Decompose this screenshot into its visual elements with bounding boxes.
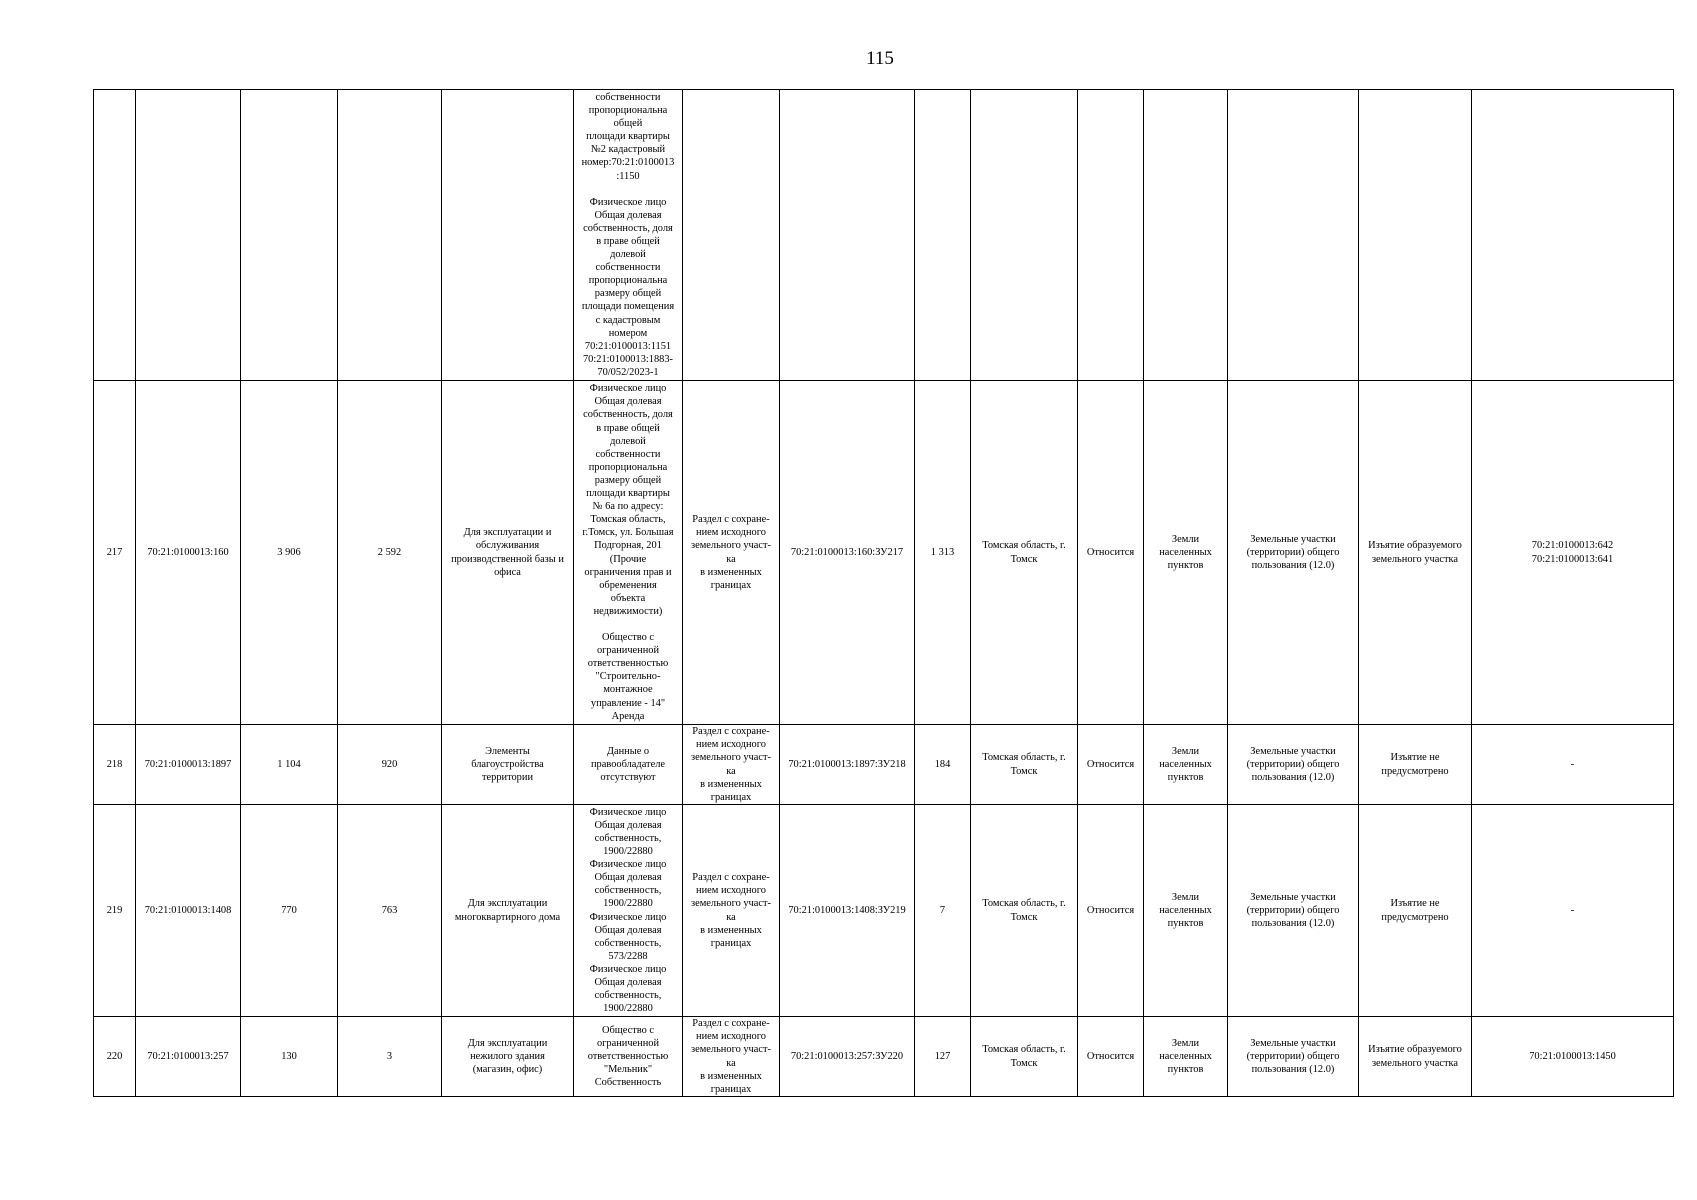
permitted-use-cell: Земельные участки (территории) общего пользования (12.0) xyxy=(1228,725,1359,805)
address-cell: Томская область, г. Томск xyxy=(971,381,1078,725)
relation-cell xyxy=(1078,90,1144,381)
rights-holder-cell: Общество с ограниченной ответственностью "Мельник" Собственность xyxy=(574,1017,683,1097)
part-area-cell: 763 xyxy=(338,805,442,1017)
usage-cell: Для эксплуатации и обслуживания производственной базы и офиса xyxy=(442,381,574,725)
permitted-use-cell xyxy=(1228,90,1359,381)
cadastral-number-cell: 70:21:0100013:160 xyxy=(136,381,241,725)
table-row xyxy=(94,1017,1674,1097)
land-category-cell: Земли населенных пунктов xyxy=(1144,725,1228,805)
new-plot-number-cell xyxy=(780,90,915,381)
total-area-cell xyxy=(241,90,338,381)
part-area-cell: 2 592 xyxy=(338,381,442,725)
new-plot-area-cell: 1 313 xyxy=(915,381,971,725)
rights-holder-cell: Данные о правообладателе отсутствуют xyxy=(574,725,683,805)
usage-cell: Элементы благоустройства территории xyxy=(442,725,574,805)
total-area-cell: 3 906 xyxy=(241,381,338,725)
formation-method-cell: Раздел с сохране- нием исходного земельного участ- ка в измененных границах xyxy=(683,1017,780,1097)
address-cell: Томская область, г. Томск xyxy=(971,725,1078,805)
seizure-cell: Изъятие не предусмотрено xyxy=(1359,805,1472,1017)
new-plot-number-cell: 70:21:0100013:160:ЗУ217 xyxy=(780,381,915,725)
formation-method-cell: Раздел с сохране- нием исходного земельного участ- ка в измененных границах xyxy=(683,381,780,725)
land-category-cell: Земли населенных пунктов xyxy=(1144,805,1228,1017)
relation-cell: Относится xyxy=(1078,1017,1144,1097)
table-row xyxy=(94,381,1674,725)
cadastral-number-cell xyxy=(136,90,241,381)
related-objects-cell: - xyxy=(1472,725,1674,805)
cadastral-number-cell: 70:21:0100013:1408 xyxy=(136,805,241,1017)
page-number: 115 xyxy=(866,48,894,69)
row-number-cell xyxy=(94,90,136,381)
new-plot-area-cell: 7 xyxy=(915,805,971,1017)
table-row xyxy=(94,805,1674,1017)
row-number-cell: 218 xyxy=(94,725,136,805)
part-area-cell: 3 xyxy=(338,1017,442,1097)
relation-cell: Относится xyxy=(1078,805,1144,1017)
new-plot-number-cell: 70:21:0100013:1408:ЗУ219 xyxy=(780,805,915,1017)
rights-holder-cell: собственности пропорциональна общей площади квартиры №2 кадастровый номер:70:21:0100013 :1150 Физическое лицо Общая долевая собственность, доля в праве общей долевой собственности пропорциональна размеру общей площади помещения с кадастровым номером 70:21:0100013:1151 70:21:0100013:1883- 70/052/2023-1 xyxy=(574,90,683,381)
total-area-cell: 770 xyxy=(241,805,338,1017)
permitted-use-cell: Земельные участки (территории) общего пользования (12.0) xyxy=(1228,805,1359,1017)
part-area-cell: 920 xyxy=(338,725,442,805)
row-number-cell: 220 xyxy=(94,1017,136,1097)
formation-method-cell: Раздел с сохране- нием исходного земельного участ- ка в измененных границах xyxy=(683,725,780,805)
usage-cell: Для эксплуатации многоквартирного дома xyxy=(442,805,574,1017)
formation-method-cell: Раздел с сохране- нием исходного земельного участ- ка в измененных границах xyxy=(683,805,780,1017)
permitted-use-cell: Земельные участки (территории) общего пользования (12.0) xyxy=(1228,381,1359,725)
seizure-cell xyxy=(1359,90,1472,381)
total-area-cell: 130 xyxy=(241,1017,338,1097)
new-plot-area-cell xyxy=(915,90,971,381)
total-area-cell: 1 104 xyxy=(241,725,338,805)
seizure-cell: Изъятие образуемого земельного участка xyxy=(1359,1017,1472,1097)
rights-holder-cell: Физическое лицо Общая долевая собственность, 1900/22880 Физическое лицо Общая долевая собственность, 1900/22880 Физическое лицо Общая долевая собственность, 573/2288 Физическое лицо Общая долевая собственность, 1900/22880 xyxy=(574,805,683,1017)
land-plots-table xyxy=(93,89,1674,1097)
land-category-cell: Земли населенных пунктов xyxy=(1144,1017,1228,1097)
rights-holder-cell: Физическое лицо Общая долевая собственность, доля в праве общей долевой собственности пропорциональна размеру общей площади квартиры № 6а по адресу: Томская область, г.Томск, ул. Большая Подгорная, 201 (Прочие ограничения прав и обременения объекта недвижимости) Общество с ограниченной ответственностью "Строительно- монтажное управление - 14" Аренда xyxy=(574,381,683,725)
cadastral-number-cell: 70:21:0100013:257 xyxy=(136,1017,241,1097)
table-row xyxy=(94,90,1674,381)
address-cell xyxy=(971,90,1078,381)
address-cell: Томская область, г. Томск xyxy=(971,1017,1078,1097)
related-objects-cell: 70:21:0100013:642 70:21:0100013:641 xyxy=(1472,381,1674,725)
row-number-cell: 219 xyxy=(94,805,136,1017)
land-category-cell xyxy=(1144,90,1228,381)
cadastral-number-cell: 70:21:0100013:1897 xyxy=(136,725,241,805)
formation-method-cell xyxy=(683,90,780,381)
related-objects-cell: 70:21:0100013:1450 xyxy=(1472,1017,1674,1097)
address-cell: Томская область, г. Томск xyxy=(971,805,1078,1017)
relation-cell: Относится xyxy=(1078,725,1144,805)
new-plot-number-cell: 70:21:0100013:1897:ЗУ218 xyxy=(780,725,915,805)
related-objects-cell: - xyxy=(1472,805,1674,1017)
usage-cell xyxy=(442,90,574,381)
row-number-cell: 217 xyxy=(94,381,136,725)
seizure-cell: Изъятие образуемого земельного участка xyxy=(1359,381,1472,725)
new-plot-number-cell: 70:21:0100013:257:ЗУ220 xyxy=(780,1017,915,1097)
usage-cell: Для эксплуатации нежилого здания (магазин, офис) xyxy=(442,1017,574,1097)
new-plot-area-cell: 127 xyxy=(915,1017,971,1097)
land-category-cell: Земли населенных пунктов xyxy=(1144,381,1228,725)
seizure-cell: Изъятие не предусмотрено xyxy=(1359,725,1472,805)
related-objects-cell xyxy=(1472,90,1674,381)
part-area-cell xyxy=(338,90,442,381)
new-plot-area-cell: 184 xyxy=(915,725,971,805)
relation-cell: Относится xyxy=(1078,381,1144,725)
permitted-use-cell: Земельные участки (территории) общего пользования (12.0) xyxy=(1228,1017,1359,1097)
table-row xyxy=(94,725,1674,805)
